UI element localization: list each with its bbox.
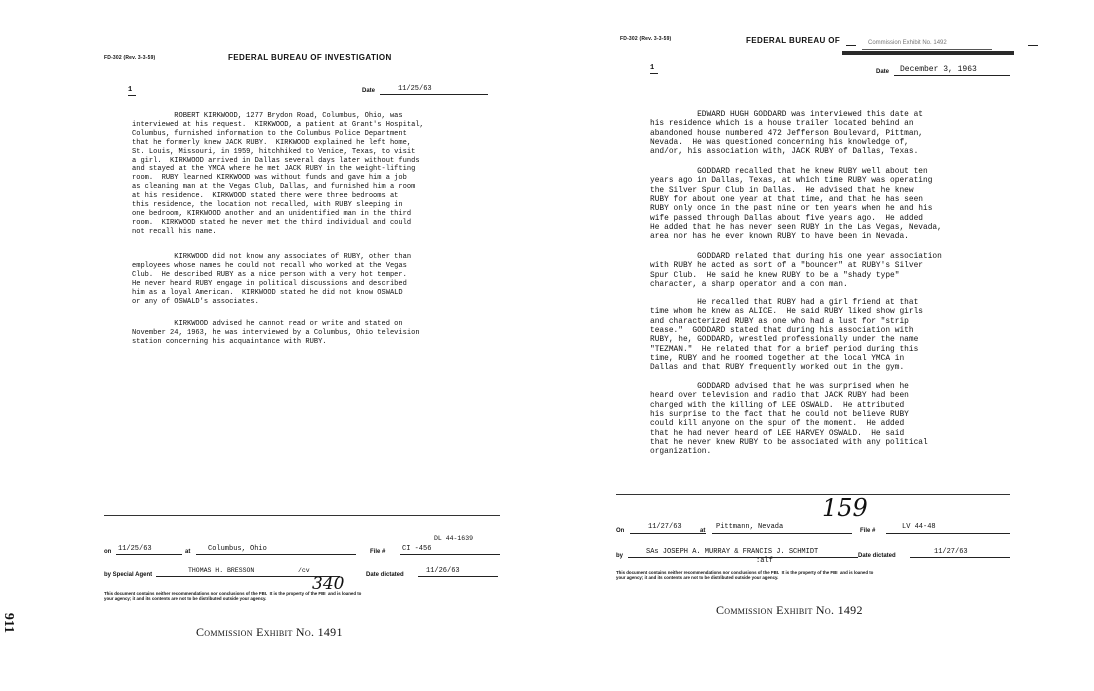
fbi-header: FEDERAL BUREAU OF INVESTIGATION bbox=[228, 53, 392, 62]
date-value: December 3, 1963 bbox=[900, 65, 977, 74]
footer-divider bbox=[616, 494, 1010, 495]
date-value: 11/25/63 bbox=[398, 85, 432, 93]
file-number-line1: DL 44-1639 bbox=[434, 535, 474, 542]
page-number-underline bbox=[128, 95, 136, 96]
date-underline bbox=[380, 94, 488, 95]
date-underline bbox=[894, 75, 1010, 76]
exhibit-caption: Commission Exhibit No. 1492 bbox=[716, 603, 863, 617]
file-underline bbox=[400, 554, 500, 555]
agent-initials: :alf bbox=[756, 557, 773, 565]
agent-label: by Special Agent bbox=[104, 572, 153, 578]
at-label: at bbox=[700, 528, 706, 534]
form-number: FD-302 (Rev. 3-3-59) bbox=[104, 55, 156, 61]
location: Columbus, Ohio bbox=[208, 545, 267, 553]
on-label: on bbox=[104, 549, 112, 555]
paragraph: He recalled that RUBY had a girl friend at that time whom he knew as ALICE. He said RUBY liked show girls and characterized RUBY as one who had a lust for "strip tease." GODDARD stated that during his association with RUBY, he, GODDARD, wrestled professionally under the name "TEZMAN." He related that for a brief period during this time, RUBY and he roomed together at the local YMCA in Dallas and that RUBY frequently worked out in the gym. bbox=[650, 298, 924, 373]
fbi-header: FEDERAL BUREAU OF bbox=[746, 36, 841, 45]
paragraph: KIRKWOOD did not know any associates of RUBY, other than employees whose names he could not recall who worked at the Vegas Club. He described RUBY as a nice person with a very hot temper. He never heard RUBY engage in political discussions and described him as a loyal American. KIRKWOOD stated he did not know OSWALD or any of OSWALD's associates. bbox=[132, 253, 412, 306]
handwritten-page-number: 159 bbox=[822, 494, 868, 522]
exhibit-caption: Commission Exhibit No. 1491 bbox=[196, 625, 343, 639]
interview-date: 11/25/63 bbox=[118, 545, 152, 553]
dictated-value: 11/27/63 bbox=[934, 548, 968, 556]
file-underline bbox=[886, 533, 1010, 534]
dictated-underline bbox=[418, 576, 498, 577]
exhibit-stamp: Commission Exhibit No. 1492 bbox=[868, 40, 947, 46]
agent-initials: /cv bbox=[298, 567, 310, 574]
paragraph: GODDARD recalled that he knew RUBY well about ten years ago in Dallas, Texas, at which time RUBY was operating the Silver Spur Club in Dallas. He advised that he knew RUBY for about one year at that time, and that he has seen RUBY only once in the past nine or ten years when he and his wife passed through Dallas about five years ago. He added He added that he has never seen RUBY in the Las Vegas, Nevada, area nor has he ever known RUBY to have been in Nevada. bbox=[650, 167, 942, 242]
interview-date-underline bbox=[116, 554, 182, 555]
dictated-value: 11/26/63 bbox=[426, 567, 460, 575]
page-number: 1 bbox=[128, 86, 133, 94]
date-label: Date bbox=[876, 69, 890, 75]
right-document bbox=[560, 0, 1094, 691]
handwritten-page-number: 340 bbox=[312, 574, 345, 594]
interview-date-underline bbox=[630, 533, 706, 534]
file-number: LV 44-48 bbox=[902, 523, 936, 531]
paragraph: ROBERT KIRKWOOD, 1277 Brydon Road, Columbus, Ohio, was interviewed at his request. KIRKWOOD, a patient at Grant's Hospital, Columbus, furnished information to the Columbus Police Department that he formerly knew JACK RUBY. KIRKWOOD explained he left home, St. Louis, Missouri, in 1959, hitchhiked to Venice, Texas, to visit a girl. KIRKWOOD arrived in Dallas several days later without funds and stayed at the YMCA where he met JACK RUBY in the weight-lifting room. RUBY learned KIRKWOOD was without funds and gave him a job as cleaning man at the Vegas Club, Dallas, and furnished him a room at his residence. KIRKWOOD stated there were three bedrooms at this residence, the location not recalled, with RUBY sleeping in one bedroom, KIRKWOOD another and an unidentified man in the third room. KIRKWOOD stated he never met the third individual and could not recall his name. bbox=[132, 112, 424, 236]
redaction-bar bbox=[842, 51, 1014, 55]
paragraph: GODDARD advised that he was surprised when he heard over television and radio that JACK RUBY had been charged with the killing of LEE OSWALD. He attributed his surprise to the fact that he could not believe RUBY could kill anyone on the spur of the moment. He added that he had never heard of LEE HARVEY OSWALD. He said that he never knew RUBY to be associated with any political organization. bbox=[650, 382, 928, 457]
page-number-underline bbox=[650, 73, 658, 74]
dictated-label: Date dictated bbox=[858, 553, 896, 559]
agent-name: THOMAS H. BRESSON bbox=[188, 567, 255, 574]
on-label: On bbox=[616, 528, 625, 534]
paragraph: EDWARD HUGH GODDARD was interviewed this date at his residence which is a house trailer located behind an abandoned house numbered 472 Jefferson Boulevard, Pittman, Nevada. He was questioned concerning his knowledge of, and/or, his association with, JACK RUBY of Dallas, Texas. bbox=[650, 110, 924, 157]
location-underline bbox=[712, 533, 852, 534]
header-dash bbox=[846, 45, 856, 46]
paragraph: GODDARD related that during his one year association with RUBY he acted as sort of a "bouncer" at RUBY's Silver Spur Club. He said he knew RUBY to be a "shady type" character, a sharp operator and a con man. bbox=[650, 252, 942, 290]
interview-date: 11/27/63 bbox=[648, 523, 682, 531]
file-label: File # bbox=[860, 528, 876, 534]
page-number: 1 bbox=[650, 64, 655, 72]
location-underline bbox=[196, 554, 356, 555]
file-number-line2: CI -456 bbox=[402, 545, 432, 553]
header-dash bbox=[1028, 45, 1038, 46]
agent-names: SAs JOSEPH A. MURRAY & FRANCIS J. SCHMIDT bbox=[646, 548, 819, 556]
footer-divider bbox=[104, 515, 500, 516]
disclaimer: This document contains neither recommendations nor conclusions of the FBI. It is the property of the FBI and is loaned to your agency; it and its contents are not to be distributed outside your agency. bbox=[104, 591, 362, 602]
at-label: at bbox=[185, 549, 191, 555]
agent-underline bbox=[628, 557, 858, 558]
paragraph: KIRKWOOD advised he cannot read or write and stated on November 24, 1963, he was interviewed by a Columbus, Ohio television station concerning his acquaintance with RUBY. bbox=[132, 320, 420, 346]
stamp-underline bbox=[862, 49, 992, 50]
by-label: by bbox=[616, 553, 624, 559]
left-document bbox=[0, 0, 540, 691]
location: Pittmann, Nevada bbox=[716, 523, 784, 531]
dictated-underline bbox=[910, 557, 1010, 558]
disclaimer: This document contains neither recommendations nor conclusions of the FBI. It is the property of the FBI and is loaned to your agency; it and its contents are not to be distributed outside your agency. bbox=[616, 570, 874, 581]
date-label: Date bbox=[362, 88, 376, 94]
dictated-label: Date dictated bbox=[366, 572, 404, 578]
form-number: FD-302 (Rev. 3-3-59) bbox=[620, 36, 672, 42]
file-label: File # bbox=[370, 549, 386, 555]
volume-page-number: 911 bbox=[1, 612, 17, 634]
